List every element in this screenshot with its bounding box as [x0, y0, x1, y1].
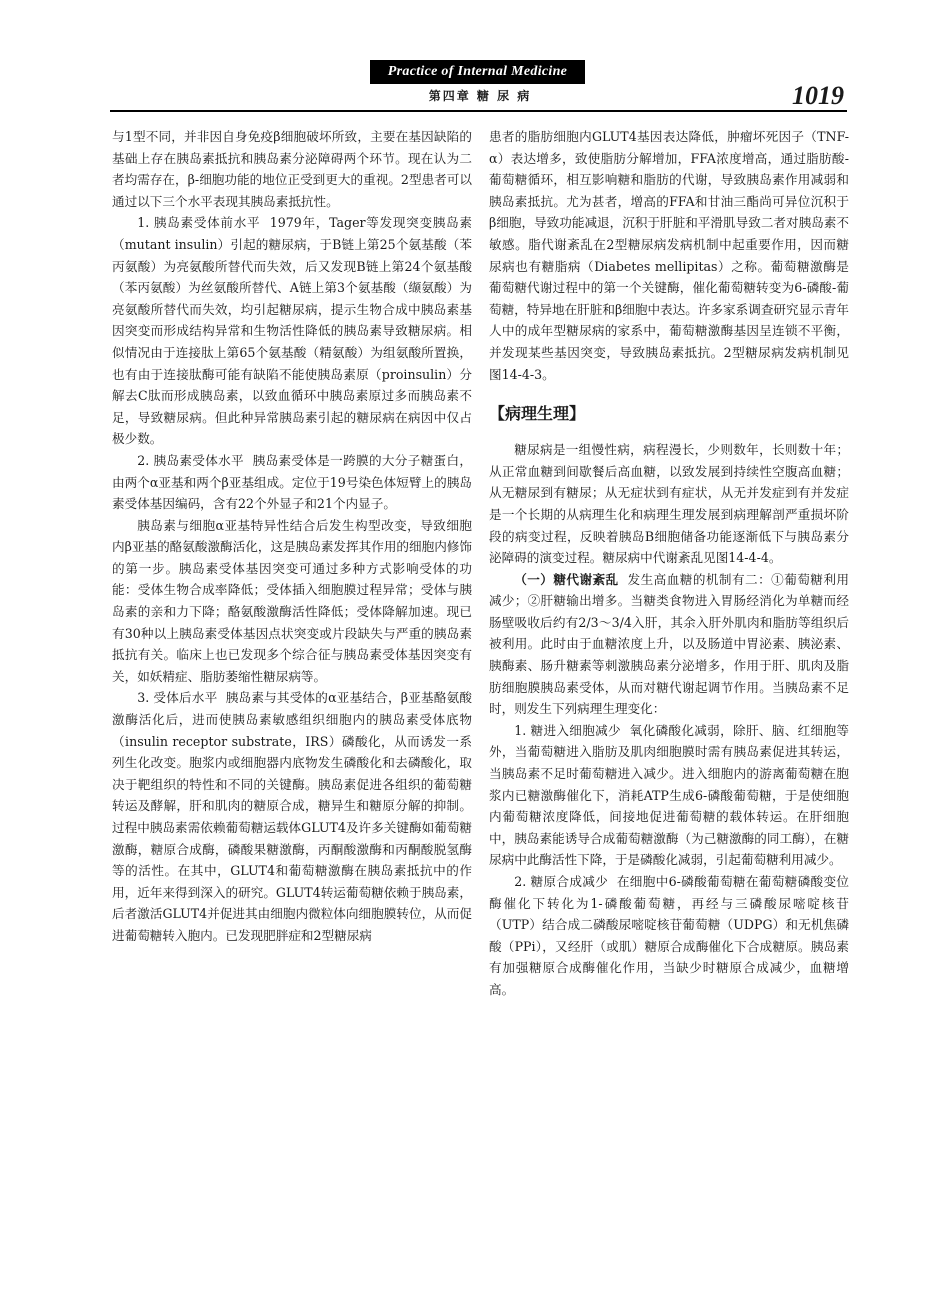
paragraph-text: 胰岛素受体是一跨膜的大分子糖蛋白，由两个α亚基和两个β亚基组成。定位于19号染色体短臂上的胰岛素受体基因编码，含有22个外显子和21个内显子。: [112, 452, 472, 512]
paragraph-text: 在细胞中6-磷酸葡萄糖在葡萄糖磷酸变位酶催化下转化为1-磷酸葡萄糖，再经与三磷酸尿嘧啶核苷（UTP）结合成二磷酸尿嘧啶核苷葡萄糖（UDPG）和无机焦磷酸（PPi），又经肝（或肌）糖原合成酶催化下合成糖原。胰岛素有加强糖原合成酶催化作用，当缺少时糖原合成减少，血糖增高。: [489, 874, 849, 997]
paragraph-text: 氧化磷酸化减弱，除肝、脑、红细胞等外，当葡萄糖进入脂肪及肌肉细胞膜时需有胰岛素促进其转运，当胰岛素不足时葡萄糖进入减少。进入细胞内的游离葡萄糖在胞浆内已糖激酶催化下，消耗ATP生成6-磷酸葡萄糖，于是使细胞内葡萄糖浓度降低，间接地促进葡萄糖的载体转运。在肝细胞中，胰岛素能诱导合成葡萄糖激酶（为己糖激酶的同工酶），在糖尿病中此酶活性下降，于是磷酸化减弱，引起葡萄糖利用减少。: [489, 722, 849, 868]
paragraph: 与1型不同，并非因自身免疫β细胞破坏所致，主要在基因缺陷的基础上存在胰岛素抵抗和胰岛素分泌障碍两个环节。现在认为二者均需存在，β-细胞功能的地位正受到更大的重视。2型患者可以通过以下三个水平表现其胰岛素抵抗性。: [112, 129, 472, 209]
paragraph: 糖尿病是一组慢性病，病程漫长，少则数年，长则数十年；从正常血糖到间歇餐后高血糖，以致发展到持续性空腹高血糖；从无糖尿到有糖尿；从无症状到有症状，从无并发症到有并发症是一个长期的从病理生化和病理生理发展到病理解剖严重损坏阶段的病变过程，反映着胰岛B细胞储备功能逐渐低下与胰岛素分泌障碍的演变过程。糖尿病中代谢紊乱见图14-4-4。: [489, 442, 849, 566]
paragraph: 胰岛素与细胞α亚基特异性结合后发生构型改变，导致细胞内β亚基的酪氨酸激酶活化，这是胰岛素发挥其作用的细胞内修饰的第一步。胰岛素受体基因突变可通过多种方式影响受体的功能：受体生物合成率降低；受体插入细胞膜过程异常；受体与胰岛素的亲和力下降；酪氨酸激酶活性降低；受体降解加速。现已有30种以上胰岛素受体基因点状突变或片段缺失与严重的胰岛素抵抗有关。临床上也已发现多个综合征与胰岛素受体基因突变有关，如妖精症、脂肪萎缩性糖尿病等。: [112, 517, 472, 684]
paragraph: [112, 212, 472, 450]
paragraph: [489, 720, 849, 871]
paragraph-text: 发生高血糖的机制有二：①葡萄糖利用减少；②肝糖输出增多。当糖类食物进入胃肠经消化为单糖而经肠壁吸收后约有2/3～3/4入肝，其余入肝外肌肉和脂肪等组织后被利用。此时由于血糖浓度上升，以及肠道中胃泌素、胰泌素、胰酶素、肠升糖素等刺激胰岛素分泌增多，作用于肝、肌肉及脂肪细胞膜胰岛素受体，从而对糖代谢起调节作用。当胰岛素不足时，则发生下列病理生理变化：: [489, 571, 850, 717]
paragraph: [112, 687, 472, 946]
section-heading: 【病理生理】: [489, 404, 586, 424]
chapter-title: 第四章 糖 尿 病: [428, 89, 532, 103]
paragraph: [489, 871, 849, 1001]
paragraph-label: 2. 胰岛素受体水平: [137, 452, 244, 468]
paragraph-label: 2. 糖原合成减少: [514, 874, 609, 889]
paragraph: 患者的脂肪细胞内GLUT4基因表达降低，肿瘤坏死因子（TNF-α）表达增多，致使脂肪分解增加，FFA浓度增高，通过脂肪酸-葡萄糖循环，相互影响糖和脂肪的代谢，导致胰岛素作用减弱和胰岛素抵抗。尤为甚者，增高的FFA和甘油三酯尚可异位沉积于β细胞，导致功能减退，沉积于肝脏和平滑肌导致二者对胰岛素不敏感。脂代谢紊乱在2型糖尿病发病机制中起重要作用，因而糖尿病也有糖脂病（Diabetes mellipitas）之称。葡萄糖激酶是葡萄糖代谢过程中的第一个关键酶，催化葡萄糖转变为6-磷酸-葡萄糖，特异地在肝脏和β细胞中表达。许多家系调查研究显示青年人中的成年型糖尿病的家系中，葡萄糖激酶基因呈连锁不平衡，并发现某些基因突变，导致胰岛素抵抗。2型糖尿病发病机制见图14-4-3。: [489, 129, 849, 382]
paragraph-label: 3. 受体后水平: [137, 690, 218, 706]
left-column: [112, 126, 472, 947]
paragraph-text: 1979年，Tager等发现突变胰岛素（mutant insulin）引起的糖尿病，于B链上第25个氨基酸（苯丙氨酸）为亮氨酸所替代而失效，后又发现B链上第24个氨基酸（苯丙氨酸）为丝氨酸所替代、A链上第3个氨基酸（缬氨酸）为亮氨酸所替代而失效，均引起糖尿病，提示生物合成中胰岛素基因突变而形成结构异常和生物活性降低的胰岛素导致糖尿病。相似情况由于连接肽上第65个氨基酸（精氨酸）为组氨酸所置换，也有由于连接肽酶可能有缺陷不能使胰岛素原（proinsulin）分解去C肽而形成胰岛素，以致血循环中胰岛素原过多而胰岛素不足，导致糖尿病。但此种异常胰岛素引起的糖尿病在病因中仅占极少数。: [112, 215, 472, 447]
paragraph-label: 1. 胰岛素受体前水平: [137, 215, 261, 231]
subsection-heading: （一）糖代谢紊乱: [514, 571, 619, 587]
journal-banner: Practice of Internal Medicine: [370, 60, 585, 84]
paragraph: [489, 569, 849, 720]
paragraph-label: 1. 糖进入细胞减少: [514, 722, 621, 738]
right-column: [489, 126, 849, 1001]
header-rule: [110, 110, 847, 112]
paragraph-text: 胰岛素与其受体的α亚基结合，β亚基酪氨酸激酶活化后，进而使胰岛素敏感组织细胞内的胰岛素受体底物（insulin receptor substrate，IRS）磷酸化，从而诱发一系列生化改变。胞浆内或细胞器内底物发生磷酸化和去磷酸化，取决于靶组织的特性和不同的关键酶。胰岛素促进各组织的葡萄糖转运及酵解，肝和肌肉的糖原合成，糖异生和糖原分解的抑制。过程中胰岛素需依赖葡萄糖运载体GLUT4及许多关键酶如葡萄糖激酶，糖原合成酶，磷酸果糖激酶，丙酮酸激酶和丙酮酸脱氢酶等的活性。在其中，GLUT4和葡萄糖激酶在胰岛素抵抗中的作用，近年来得到深入的研究。GLUT4转运葡萄糖依赖于胰岛素，后者激活GLUT4并促进其由细胞内微粒体向细胞膜转位，从而促进葡萄糖转入胞内。已发现肥胖症和2型糖尿病: [112, 690, 472, 943]
page-number: 1019: [792, 81, 844, 110]
paragraph: [112, 450, 472, 515]
